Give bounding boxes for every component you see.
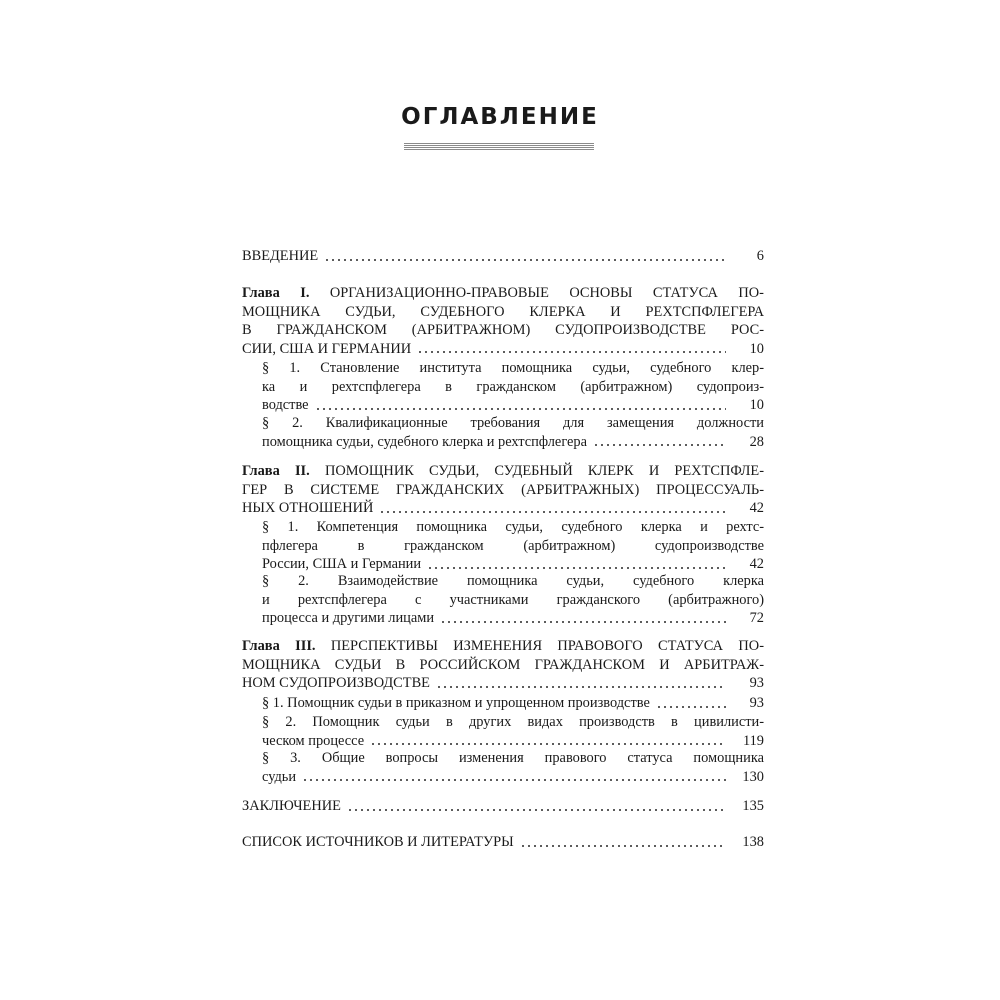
section-title-line: § 2. Помощник судьи в других видах производств в цивилисти- xyxy=(262,714,764,730)
page-number: 10 xyxy=(749,397,764,414)
section-title-line: водстве xyxy=(262,397,309,414)
leader-dots xyxy=(440,621,726,623)
section-title-line: ческом процессе xyxy=(262,732,365,749)
section-title-line: § 1. Компетенция помощника судьи, судебного клерка и рехтс- xyxy=(262,519,764,535)
page-title: ОГЛАВЛЕНИЕ xyxy=(401,104,599,130)
leader-dots xyxy=(347,809,726,811)
chapter-label: Глава II. xyxy=(242,463,310,479)
chapter-title-line: МОЩНИКА СУДЬИ, СУДЕБНОГО КЛЕРКА И РЕХТСПФЛЕГЕРА xyxy=(242,303,764,320)
page-number: 42 xyxy=(749,556,764,573)
toc-entry-text: СПИСОК ИСТОЧНИКОВ И ЛИТЕРАТУРЫ xyxy=(242,834,514,850)
section-title-line: § 3. Общие вопросы изменения правового статуса помощника xyxy=(262,750,764,766)
leader-dots xyxy=(302,779,726,781)
chapter-title-line: ОРГАНИЗАЦИОННО-ПРАВОВЫЕ ОСНОВЫ СТАТУСА ПО- xyxy=(329,285,764,301)
chapter-title-line: ПОМОЩНИК СУДЬИ, СУДЕБНЫЙ КЛЕРК И РЕХТСПФЛЕ- xyxy=(324,463,764,479)
toc-entry-section-3-3[interactable] xyxy=(262,749,764,786)
page-number: 138 xyxy=(742,834,764,850)
section-title-line: ка и рехтспфлегера в гражданском (арбитражном) судопроиз- xyxy=(262,378,764,395)
section-title-line: пфлегера в гражданском (арбитражном) судопроизводстве xyxy=(262,537,764,554)
leader-dots xyxy=(436,686,726,688)
chapter-title-line: ГЕР В СИСТЕМЕ ГРАЖДАНСКИХ (АРБИТРАЖНЫХ) ПРОЦЕССУАЛЬ- xyxy=(242,481,764,498)
page-number: 10 xyxy=(749,340,764,357)
toc-entry-section-2-1[interactable] xyxy=(262,518,764,574)
chapter-title-line: МОЩНИКА СУДЬИ В РОССИЙСКОМ ГРАЖДАНСКОМ И АРБИТРАЖ- xyxy=(242,656,764,673)
leader-dots xyxy=(324,259,726,261)
page-number: 130 xyxy=(742,768,764,785)
page-number: 42 xyxy=(749,500,764,517)
page-number: 6 xyxy=(756,248,764,264)
leader-dots xyxy=(427,567,726,569)
section-title-line: процесса и другими лицами xyxy=(262,610,435,627)
chapter-title-line: НЫХ ОТНОШЕНИЙ xyxy=(242,500,374,517)
section-title-line: § 2. Квалификационные требования для замещения должности xyxy=(262,415,764,431)
page-number: 93 xyxy=(749,695,764,711)
toc-entry-section-1-2[interactable] xyxy=(262,414,764,451)
page-number: 93 xyxy=(749,675,764,692)
leader-dots xyxy=(379,511,726,513)
chapter-label: Глава III. xyxy=(242,638,316,654)
section-title-line: России, США и Германии xyxy=(262,556,422,573)
toc-entry-section-3-2[interactable] xyxy=(262,713,764,750)
section-title-line: § 1. Становление института помощника судьи, судебного клер- xyxy=(262,360,764,376)
section-title-line: судьи xyxy=(262,768,297,785)
toc-entry-section-2-2[interactable] xyxy=(262,572,764,628)
title-underline xyxy=(404,143,594,150)
page-number: 28 xyxy=(749,433,764,450)
chapter-title-line: СИИ, США И ГЕРМАНИИ xyxy=(242,340,412,357)
toc-entry-chapter-1[interactable] xyxy=(242,284,764,358)
toc-entry-conclusion[interactable] xyxy=(242,797,764,816)
page-number: 135 xyxy=(742,798,764,814)
leader-dots xyxy=(417,351,726,353)
page-number: 119 xyxy=(742,732,764,749)
toc-entry-chapter-3[interactable] xyxy=(242,637,764,693)
chapter-title-line: ПЕРСПЕКТИВЫ ИЗМЕНЕНИЯ ПРАВОВОГО СТАТУСА ПО- xyxy=(330,638,764,654)
section-title-line: помощника судьи, судебного клерка и рехтспфлегера xyxy=(262,433,587,450)
toc-entry-section-1-1[interactable] xyxy=(262,359,764,415)
toc-entry-text: ЗАКЛЮЧЕНИЕ xyxy=(242,798,341,814)
section-title-line: § 2. Взаимодействие помощника судьи, судебного клерка xyxy=(262,573,764,589)
chapter-title-line: В ГРАЖДАНСКОМ (АРБИТРАЖНОМ) СУДОПРОИЗВОДСТВЕ РОС- xyxy=(242,322,764,339)
leader-dots xyxy=(520,845,726,847)
chapter-label: Глава I. xyxy=(242,285,310,301)
toc-entry-intro[interactable] xyxy=(242,247,764,266)
toc-entry-sources[interactable] xyxy=(242,833,764,852)
toc-entry-section-3-1[interactable] xyxy=(262,694,764,713)
leader-dots xyxy=(370,743,726,745)
leader-dots xyxy=(315,408,726,410)
page-number: 72 xyxy=(749,610,764,627)
leader-dots xyxy=(656,706,726,708)
section-title-line: и рехтспфлегера с участниками гражданского (арбитражного) xyxy=(262,591,764,608)
toc-entry-text: ВВЕДЕНИЕ xyxy=(242,248,319,264)
leader-dots xyxy=(593,444,726,446)
toc-entry-chapter-2[interactable] xyxy=(242,462,764,518)
section-title-line: § 1. Помощник судьи в приказном и упрощенном производстве xyxy=(262,695,650,711)
chapter-title-line: НОМ СУДОПРОИЗВОДСТВЕ xyxy=(242,675,430,692)
